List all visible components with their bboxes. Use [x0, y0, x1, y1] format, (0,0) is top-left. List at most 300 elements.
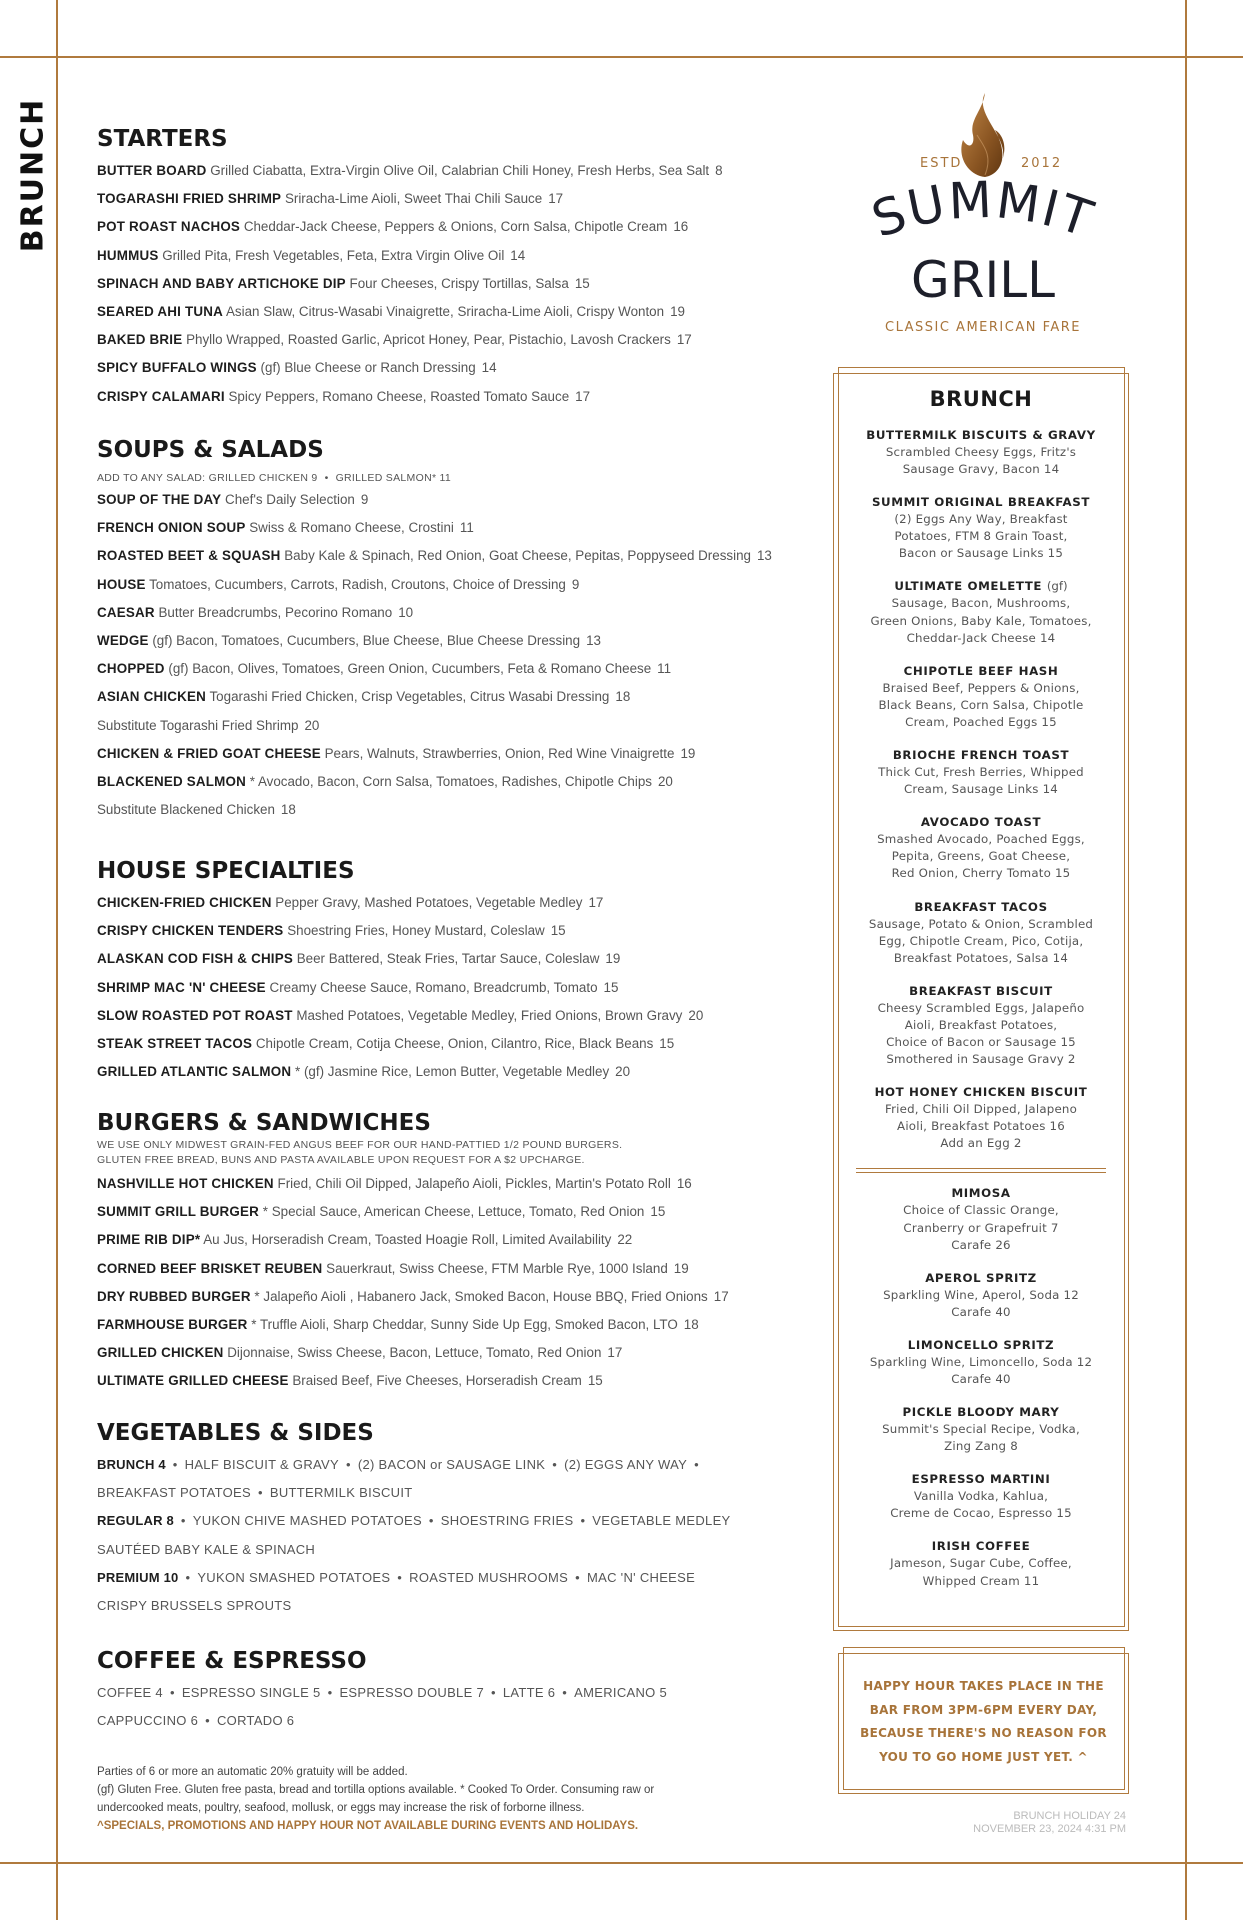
coffee-item: ESPRESSO SINGLE 5 [181, 1685, 321, 1700]
item-price: 15 [550, 923, 566, 939]
double-divider [856, 1168, 1106, 1173]
menu-item [97, 1339, 797, 1367]
item-description: Au Jus, Horseradish Cream, Toasted Hoagie Roll, Limited Availability [203, 1232, 612, 1248]
item-description: Sausage, Potato & Onion, Scrambled [868, 916, 1094, 931]
item-price: 17 [607, 1345, 623, 1361]
menu-item [97, 486, 797, 514]
item-price: 14 [510, 247, 526, 263]
item-description: Cheddar-Jack Cheese, Peppers & Onions, Corn Salsa, Chipotle Cream [243, 219, 668, 235]
item-description: Zing Zang 8 [944, 1439, 1018, 1454]
item-name: SHRIMP MAC 'N' CHEESE [97, 979, 266, 995]
item-name: IRISH COFFEE [931, 1539, 1031, 1554]
item-name: SPICY BUFFALO WINGS [97, 360, 257, 376]
section-heading: STARTERS [97, 126, 228, 152]
burgers-note: GLUTEN FREE BREAD, BUNS AND PASTA AVAILABLE UPON REQUEST FOR A $2 UPCHARGE. [97, 1154, 585, 1166]
item-price: 17 [548, 191, 564, 207]
item-name: HOUSE [97, 576, 146, 592]
bullet: • [694, 1457, 699, 1472]
brunch-item [833, 983, 1129, 1068]
menu-item [97, 1283, 797, 1311]
item-price: 15 [650, 1204, 666, 1220]
starters-section [97, 124, 797, 411]
footer-notes [97, 1763, 654, 1835]
item-dietary-mark: (gf) [168, 661, 189, 677]
section-heading: VEGETABLES & SIDES [97, 1420, 374, 1446]
logo-estd: ESTD [920, 156, 963, 171]
soups-salads-section [97, 435, 797, 824]
drink-item [833, 1185, 1129, 1253]
brunch-item [833, 578, 1129, 646]
menu-item [97, 298, 797, 326]
item-price: 20 [657, 774, 673, 790]
item-name: TOGARASHI FRIED SHRIMP [97, 191, 282, 207]
item-description: Sriracha-Lime Aioli, Sweet Thai Chili Sauce [284, 191, 543, 207]
item-name: ULTIMATE OMELETTE (gf) [894, 579, 1068, 594]
item-price: 9 [571, 576, 580, 592]
item-price: 17 [676, 332, 692, 348]
logo-name-line1: SUMMIT [864, 170, 1102, 249]
menu-item [97, 945, 797, 973]
bullet: • [185, 1569, 191, 1585]
sides-section [97, 1418, 797, 1620]
side-item: YUKON CHIVE MASHED POTATOES [192, 1513, 422, 1529]
item-description: Cream, Poached Eggs 15 [905, 714, 1057, 729]
happy-hour-line: YOU TO GO HOME JUST YET. ^ [879, 1749, 1088, 1764]
item-name: ULTIMATE GRILLED CHEESE [97, 1373, 289, 1389]
bullet: • [205, 1713, 210, 1729]
item-description: Carafe 26 [951, 1237, 1011, 1252]
item-price: 18 [280, 802, 296, 818]
bullet: • [552, 1457, 558, 1472]
sides-line [97, 1479, 797, 1507]
item-description: Breakfast Potatoes, Salsa 14 [893, 950, 1069, 965]
sides-line [97, 1592, 797, 1620]
stamp-name: BRUNCH HOLIDAY 24 [1013, 1810, 1126, 1822]
item-dietary-mark: (gf) [152, 633, 173, 649]
happy-hour-text [838, 1675, 1129, 1769]
coffee-line [97, 1707, 797, 1735]
item-description: Creme de Cocao, Espresso 15 [890, 1506, 1072, 1521]
item-description: Pepita, Greens, Goat Cheese, [891, 849, 1071, 864]
coffee-item: AMERICANO 5 [574, 1685, 668, 1700]
menu-item [97, 270, 797, 298]
menu-item [97, 383, 797, 411]
item-dietary-mark: * [251, 1317, 257, 1333]
footer-line: Parties of 6 or more an automatic 20% gratuity will be added. [97, 1766, 408, 1778]
menu-item [97, 1058, 797, 1086]
item-description: Grilled Ciabatta, Extra-Virgin Olive Oil, Calabrian Chili Honey, Fresh Herbs, Sea Salt [210, 163, 710, 178]
item-description: Bacon, Tomatoes, Cucumbers, Blue Cheese, Blue Cheese Dressing [176, 633, 581, 649]
item-name: ROASTED BEET & SQUASH [97, 548, 281, 564]
sides-tier-label: PREMIUM 10 [97, 1569, 179, 1585]
item-description: Carafe 40 [951, 1304, 1011, 1319]
item-description: Jameson, Sugar Cube, Coffee, [890, 1556, 1072, 1571]
item-description: Red Onion, Cherry Tomato 15 [891, 866, 1071, 881]
item-description: Vanilla Vodka, Kahlua, [913, 1489, 1049, 1504]
item-name: SEARED AHI TUNA [97, 304, 223, 320]
item-name: ASIAN CHICKEN [97, 689, 206, 705]
item-name: SPINACH AND BABY ARTICHOKE DIP [97, 275, 346, 291]
item-name: POT ROAST NACHOS [97, 219, 241, 235]
bullet: • [491, 1685, 496, 1700]
item-name: CAESAR [97, 604, 155, 620]
item-name: GRILLED CHICKEN [97, 1345, 224, 1361]
drink-item [833, 1404, 1129, 1455]
item-description: Pepper Gravy, Mashed Potatoes, Vegetable Medley [275, 895, 583, 910]
section-heading: SOUPS & SALADS [97, 437, 324, 463]
menu-item [97, 740, 797, 768]
right-border-line [1185, 0, 1187, 1920]
side-item: BREAKFAST POTATOES [97, 1485, 251, 1501]
menu-item [97, 571, 797, 599]
item-description: Braised Beef, Five Cheeses, Horseradish Cream [292, 1373, 582, 1389]
menu-item [97, 1367, 797, 1395]
item-description: Green Onions, Baby Kale, Tomatoes, [870, 613, 1092, 628]
brunch-box-content [833, 385, 1129, 1606]
brunch-item [833, 814, 1129, 882]
item-description: Jalapeño Aioli , Habanero Jack, Smoked Bacon, House BBQ, Fried Onions [263, 1288, 708, 1304]
item-description: Choice of Bacon or Sausage 15 [886, 1034, 1076, 1049]
specials-disclaimer: ^SPECIALS, PROMOTIONS AND HAPPY HOUR NOT AVAILABLE DURING EVENTS AND HOLIDAYS. [97, 1820, 639, 1832]
menu-item [97, 712, 797, 740]
item-name: APEROL SPRITZ [925, 1270, 1037, 1285]
item-description: Thick Cut, Fresh Berries, Whipped [878, 765, 1084, 780]
item-description: Four Cheeses, Crispy Tortillas, Salsa [349, 275, 569, 291]
item-name: LIMONCELLO SPRITZ [907, 1337, 1055, 1352]
item-description: Baby Kale & Spinach, Red Onion, Goat Cheese, Pepitas, Poppyseed Dressing [284, 548, 751, 564]
bullet: • [428, 1513, 434, 1529]
item-name: CRISPY CHICKEN TENDERS [97, 923, 284, 939]
happy-hour-box [838, 1647, 1129, 1794]
drink-item [833, 1270, 1129, 1321]
item-price: 16 [673, 219, 689, 235]
item-description: Asian Slaw, Citrus-Wasabi Vinaigrette, Sriracha-Lime Aioli, Crispy Wonton [225, 304, 665, 320]
item-dietary-mark: * (gf) [295, 1064, 325, 1080]
item-description: Smothered in Sausage Gravy 2 [886, 1052, 1076, 1067]
menu-item [97, 974, 797, 1002]
brunch-item [833, 663, 1129, 731]
item-name: BRIOCHE FRENCH TOAST [892, 748, 1070, 763]
item-description: Cream, Sausage Links 14 [903, 782, 1059, 797]
logo-name-line2: GRILL [911, 251, 1055, 309]
brunch-box-title: BRUNCH [929, 387, 1033, 411]
drink-item [833, 1471, 1129, 1522]
item-description: Black Beans, Corn Salsa, Chipotle [878, 697, 1084, 712]
flame-icon [961, 93, 1004, 177]
menu-item [97, 768, 797, 796]
menu-item [97, 683, 797, 711]
item-description: Add an Egg 2 [940, 1136, 1022, 1151]
item-name: HOT HONEY CHICKEN BISCUIT [874, 1085, 1088, 1100]
menu-item [97, 1311, 797, 1339]
bullet: • [324, 472, 329, 484]
footer-line: (gf) Gluten Free. Gluten free pasta, bread and tortilla options available. * Cooked To Order. Consuming raw or [97, 1784, 655, 1796]
item-description: Aioli, Breakfast Potatoes 16 [897, 1119, 1065, 1134]
item-dietary-mark: * [254, 1288, 260, 1304]
side-item: BUTTERMILK BISCUIT [269, 1485, 413, 1501]
coffee-item: LATTE 6 [502, 1685, 556, 1700]
item-description: Potatoes, FTM 8 Grain Toast, [894, 529, 1068, 544]
stamp-date: NOVEMBER 23, 2024 4:31 PM [973, 1823, 1126, 1835]
item-description: (2) Eggs Any Way, Breakfast [894, 512, 1068, 527]
item-price: 8 [715, 163, 723, 178]
top-border-line [0, 56, 1243, 58]
item-description: Sausage, Bacon, Mushrooms, [891, 596, 1071, 611]
item-description: Phyllo Wrapped, Roasted Garlic, Apricot Honey, Pear, Pistachio, Lavosh Crackers [186, 332, 671, 348]
sides-line [97, 1451, 797, 1479]
item-description: Beer Battered, Steak Fries, Tartar Sauce, Coleslaw [296, 951, 600, 967]
sides-line [97, 1507, 797, 1535]
item-description: Smashed Avocado, Poached Eggs, [877, 832, 1085, 847]
logo-graphic [833, 85, 1133, 345]
side-item: MAC 'N' CHEESE [586, 1569, 696, 1585]
menu-item [97, 599, 797, 627]
item-name: DRY RUBBED BURGER [97, 1288, 251, 1304]
menu-item [97, 1226, 797, 1254]
item-name: HUMMUS [97, 247, 159, 263]
item-name: BREAKFAST TACOS [914, 899, 1048, 914]
summit-grill-logo [833, 85, 1133, 345]
menu-item [97, 157, 797, 185]
item-name: PRIME RIB DIP* [97, 1232, 201, 1248]
item-dietary-mark: (gf) [1046, 579, 1068, 594]
item-description: Blue Cheese or Ranch Dressing [284, 360, 476, 376]
sides-line [97, 1536, 797, 1564]
item-description: Cheddar-Jack Cheese 14 [906, 630, 1056, 645]
item-description: Dijonnaise, Swiss Cheese, Bacon, Lettuce, Tomato, Red Onion [227, 1345, 602, 1361]
item-price: 20 [304, 717, 320, 733]
item-price: 15 [659, 1036, 675, 1052]
item-description: Scrambled Cheesy Eggs, Fritz's [885, 445, 1077, 459]
footer-line: undercooked meats, poultry, seafood, mollusk, or eggs may increase the risk of forborne illness. [97, 1802, 585, 1814]
item-price: 10 [398, 604, 414, 620]
item-name: BREAKFAST BISCUIT [909, 983, 1053, 998]
section-heading: BURGERS & SANDWICHES [97, 1110, 431, 1136]
item-description: Fried, Chili Oil Dipped, Jalapeño Aioli, Pickles, Martin's Potato Roll [277, 1176, 671, 1191]
menu-item [97, 889, 797, 917]
item-description: Butter Breadcrumbs, Pecorino Romano [158, 604, 393, 620]
happy-hour-line: BAR FROM 3PM-6PM EVERY DAY, [869, 1702, 1098, 1717]
bullet: • [562, 1685, 568, 1700]
item-price: 14 [481, 360, 497, 376]
coffee-line [97, 1679, 797, 1707]
item-price: 9 [360, 492, 369, 507]
item-name: PICKLE BLOODY MARY [902, 1405, 1060, 1420]
menu-item [97, 655, 797, 683]
bullet: • [169, 1685, 175, 1700]
salad-addons-note [97, 470, 797, 486]
item-description: Whipped Cream 11 [922, 1573, 1040, 1588]
menu-item [97, 542, 797, 570]
bullet: • [397, 1569, 403, 1585]
item-name: BAKED BRIE [97, 332, 183, 348]
item-price: 15 [574, 275, 590, 291]
item-name: SOUP OF THE DAY [97, 492, 222, 507]
menu-item [97, 1170, 797, 1198]
item-price: 18 [683, 1317, 699, 1333]
item-description: Cheesy Scrambled Eggs, Jalapeño [877, 1000, 1085, 1015]
item-name: STEAK STREET TACOS [97, 1036, 253, 1052]
item-description: Sparkling Wine, Aperol, Soda 12 [883, 1287, 1079, 1302]
item-dietary-mark: * [262, 1204, 268, 1220]
item-description: Special Sauce, American Cheese, Lettuce, Tomato, Red Onion [271, 1204, 645, 1220]
menu-item [97, 796, 797, 824]
item-name: FARMHOUSE BURGER [97, 1317, 248, 1333]
section-heading: COFFEE & ESPRESSO [97, 1648, 367, 1674]
item-price: 19 [680, 745, 696, 761]
bullet: • [580, 1513, 586, 1529]
item-name: SUMMIT ORIGINAL BREAKFAST [871, 495, 1091, 510]
brunch-items [833, 427, 1129, 1152]
item-price: 17 [575, 388, 591, 404]
side-item: SHOESTRING FRIES [440, 1513, 574, 1529]
side-item: ROASTED MUSHROOMS [409, 1569, 569, 1585]
item-name: CHICKEN & FRIED GOAT CHEESE [97, 745, 321, 761]
item-description: Bacon, Olives, Tomatoes, Green Onion, Cucumbers, Feta & Romano Cheese [192, 661, 652, 677]
menu-item [97, 242, 797, 270]
item-name: BUTTER BOARD [97, 163, 207, 178]
item-description: Sauerkraut, Swiss Cheese, FTM Marble Rye, 1000 Island [326, 1260, 668, 1276]
item-name: ESPRESSO MARTINI [911, 1472, 1051, 1487]
menu-item [97, 326, 797, 354]
bullet: • [345, 1457, 351, 1472]
bullet: • [172, 1457, 178, 1472]
item-description: Grilled Pita, Fresh Vegetables, Feta, Extra Virgin Olive Oil [162, 247, 505, 263]
brunch-item [833, 1084, 1129, 1152]
menu-item [97, 917, 797, 945]
drink-item [833, 1337, 1129, 1388]
menu-item [97, 1255, 797, 1283]
item-price: 22 [617, 1232, 633, 1248]
item-name: SUMMIT GRILL BURGER [97, 1204, 260, 1220]
item-description: Aioli, Breakfast Potatoes, [904, 1017, 1058, 1032]
burgers-section [97, 1108, 797, 1396]
item-price: 13 [756, 548, 772, 564]
item-description: Bacon or Sausage Links 15 [898, 546, 1064, 561]
happy-hour-line: HAPPY HOUR TAKES PLACE IN THE [863, 1679, 1104, 1693]
item-price: 11 [459, 520, 474, 536]
item-price: 15 [587, 1373, 603, 1389]
item-name: GRILLED ATLANTIC SALMON [97, 1064, 292, 1080]
item-name: CORNED BEEF BRISKET REUBEN [97, 1260, 323, 1276]
menu-item [97, 1002, 797, 1030]
sides-line [97, 1564, 797, 1592]
sides-tier-label: REGULAR 8 [97, 1513, 174, 1529]
brunch-item [833, 899, 1129, 967]
drink-item [833, 1538, 1129, 1589]
menu-item [97, 1198, 797, 1226]
left-border-line [56, 0, 58, 1920]
item-description: Swiss & Romano Cheese, Crostini [249, 520, 454, 536]
brunch-item [833, 747, 1129, 798]
section-heading: HOUSE SPECIALTIES [97, 858, 355, 884]
item-dietary-mark: * [249, 774, 255, 790]
burgers-note: WE USE ONLY MIDWEST GRAIN-FED ANGUS BEEF FOR OUR HAND-PATTIED 1/2 POUND BURGERS. [97, 1139, 623, 1151]
coffee-item: CORTADO 6 [216, 1713, 295, 1729]
item-description: Chipotle Cream, Cotija Cheese, Onion, Cilantro, Rice, Black Beans [255, 1036, 654, 1052]
side-item: YUKON SMASHED POTATOES [197, 1569, 391, 1585]
item-name: CRISPY CALAMARI [97, 388, 225, 404]
item-price: 11 [657, 661, 672, 677]
menu-item [97, 627, 797, 655]
brunch-item [833, 427, 1129, 478]
item-description: Egg, Chipotle Cream, Pico, Cotija, [878, 933, 1084, 948]
item-description: Togarashi Fried Chicken, Crisp Vegetables, Citrus Wasabi Dressing [209, 689, 610, 705]
item-name: FRENCH ONION SOUP [97, 520, 246, 536]
menu-item [97, 514, 797, 542]
item-price: 17 [713, 1288, 729, 1304]
bullet: • [180, 1513, 186, 1529]
item-price: 17 [588, 895, 604, 910]
item-description: Fried, Chili Oil Dipped, Jalapeno [884, 1102, 1078, 1117]
side-title [8, 97, 58, 253]
item-description: Summit's Special Recipe, Vodka, [882, 1422, 1080, 1437]
item-description: Cranberry or Grapefruit 7 [903, 1220, 1059, 1235]
bullet: • [327, 1685, 333, 1700]
item-price: 20 [688, 1007, 704, 1023]
item-dietary-mark: (gf) [260, 360, 281, 376]
logo-tagline: CLASSIC AMERICAN FARE [885, 320, 1081, 335]
menu-item [97, 185, 797, 213]
brunch-item [833, 494, 1129, 562]
side-item: (2) EGGS ANY WAY [564, 1457, 688, 1472]
side-item: (2) BACON or SAUSAGE LINK [357, 1457, 546, 1472]
print-stamp [973, 1810, 1126, 1836]
item-price: 19 [673, 1260, 689, 1276]
item-description: Avocado, Bacon, Corn Salsa, Tomatoes, Radishes, Chipotle Chips [257, 774, 652, 790]
item-name: SLOW ROASTED POT ROAST [97, 1007, 293, 1023]
menu-item [97, 213, 797, 241]
drink-items [833, 1185, 1129, 1589]
house-list [97, 889, 797, 1086]
item-name: BUTTERMILK BISCUITS & GRAVY [866, 428, 1096, 442]
bullet: • [257, 1485, 263, 1501]
house-specialties-section [97, 856, 797, 1086]
coffee-item: COFFEE 4 [97, 1685, 163, 1700]
item-name: NASHVILLE HOT CHICKEN [97, 1176, 274, 1191]
item-name: CHICKEN-FRIED CHICKEN [97, 895, 272, 910]
item-name: CHOPPED [97, 661, 165, 677]
addon-note: ADD TO ANY SALAD: GRILLED CHICKEN 9 [97, 472, 318, 484]
item-price: 19 [605, 951, 621, 967]
item-description: Mashed Potatoes, Vegetable Medley, Fried Onions, Brown Gravy [296, 1007, 683, 1023]
coffee-item: ESPRESSO DOUBLE 7 [339, 1685, 484, 1700]
item-description: Truffle Aioli, Sharp Cheddar, Sunny Side Up Egg, Smoked Bacon, LTO [259, 1317, 678, 1333]
item-price: 18 [615, 689, 631, 705]
item-price: 20 [615, 1064, 631, 1080]
item-description: Sparkling Wine, Limoncello, Soda 12 [869, 1354, 1093, 1369]
side-item: SAUTÉED BABY KALE & SPINACH [97, 1541, 316, 1557]
item-price: 13 [586, 633, 601, 649]
sides-list [97, 1451, 797, 1620]
side-item: VEGETABLE MEDLEY [592, 1513, 731, 1529]
item-name: AVOCADO TOAST [920, 815, 1042, 830]
item-description: Jasmine Rice, Lemon Butter, Vegetable Medley [327, 1064, 610, 1080]
coffee-list [97, 1679, 797, 1735]
menu-item [97, 354, 797, 382]
addon-note: GRILLED SALMON* 11 [335, 472, 452, 484]
logo-year: 2012 [1021, 156, 1063, 171]
item-description: Substitute Togarashi Fried Shrimp [97, 717, 299, 733]
coffee-section [97, 1646, 797, 1735]
burgers-list [97, 1170, 797, 1396]
item-description: Shoestring Fries, Honey Mustard, Coleslaw [287, 923, 545, 939]
bullet: • [575, 1569, 580, 1585]
item-description: Carafe 40 [951, 1372, 1011, 1386]
item-description: Choice of Classic Orange, [903, 1203, 1059, 1218]
item-price: 16 [676, 1176, 692, 1191]
item-name: CHIPOTLE BEEF HASH [903, 663, 1059, 678]
